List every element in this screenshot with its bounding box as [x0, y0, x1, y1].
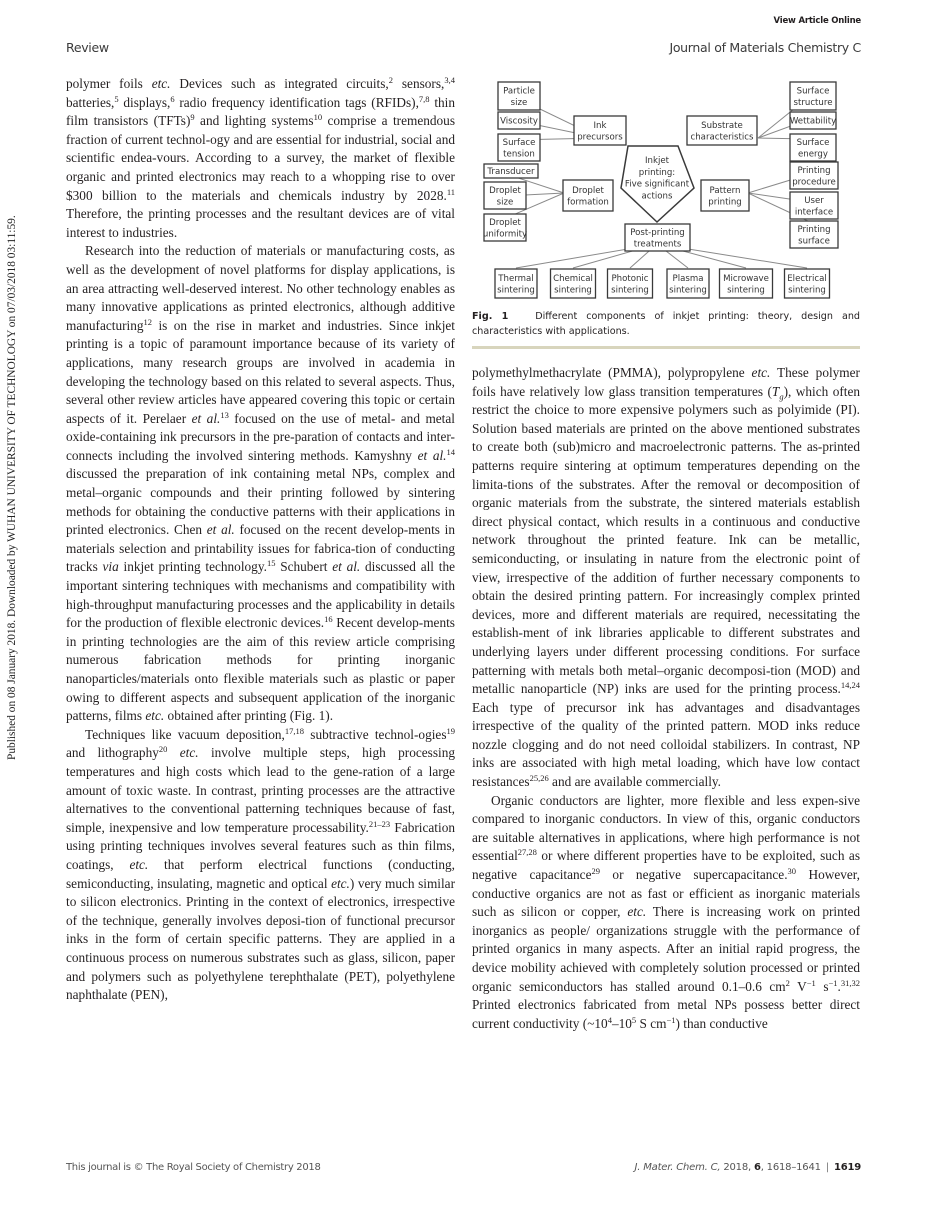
leaf-sintering — [551, 269, 596, 298]
fig1-link[interactable]: Fig. 1 — [294, 708, 326, 724]
node-label: characteristics — [690, 132, 754, 143]
node-label: Ink — [593, 120, 607, 131]
section-label: Review — [66, 40, 109, 55]
figure-divider — [472, 346, 860, 349]
node-label: precursors — [577, 132, 623, 143]
citation-journal: J. Mater. Chem. C, — [634, 1162, 721, 1173]
node-label: interface — [794, 207, 834, 218]
node-label: Plasma — [672, 273, 704, 284]
node-label: sintering — [611, 285, 649, 296]
node-label: Pattern — [709, 185, 741, 196]
leaf-substrate — [790, 134, 836, 161]
citation-volume: 6 — [753, 1162, 761, 1173]
node-label: Thermal — [498, 273, 534, 284]
paragraph: polymer foils etc. Devices such as integrated circuits,$^2$ sensors,$^{3,4}$ batteries,$^5$ displays,$^6$ radio frequency identification tags (RFIDs),$^{7,8}$ thin film transistors (TFTs)$^9$ and lighting systems$^{10}$ comprise a tremendous fraction of current technol-ogy and are essential for industrial, social and scientific endea-vours. According to a survey, the market of flexible organic and printed electronics may reach to a whopping rise to over $300 billion to the materials and chemicals industry by 2028.11 Therefore, the printing processes and the resultant devices are of vital interest to industries. — [66, 75, 456, 240]
citation: J. Mater. Chem. C, 2018, 6, 1618–1641 | 1619 — [634, 1162, 861, 1173]
leaf-ink — [498, 134, 540, 161]
center-label: printing: — [638, 167, 676, 178]
node-label: Droplet — [489, 185, 521, 196]
node-label: sintering — [497, 285, 535, 296]
node-label: sintering — [669, 285, 707, 296]
node-label: Surface — [502, 137, 536, 148]
left-column — [66, 75, 455, 1005]
node-substrate-characteristics — [687, 116, 757, 145]
node-label: sintering — [788, 285, 826, 296]
node-label: surface — [798, 236, 830, 247]
figure-caption — [472, 309, 860, 339]
node-droplet-formation — [563, 180, 613, 211]
center-label: Inkjet — [644, 156, 670, 166]
leaf-sintering — [608, 269, 653, 298]
citation-pages: , 1618–1641 — [760, 1162, 821, 1173]
figure-caption-text: Different components of inkjet printing: theory, design and characteristics with applications. — [472, 311, 860, 337]
leaf-droplet — [484, 164, 538, 178]
leaf-droplet — [483, 214, 527, 241]
paragraph: Techniques like vacuum deposition,$^{17,18}$ subtractive technol-ogies$^{19}$ and lithography$^{20}$ etc. involve multiple steps, high processing temperatures and high costs which lead to the gene-ration of a large amount of toxic waste. In contrast, printing processes are the attractive alternatives to the conventional patterning techniques because of fast, simple, inexpensive and low temperature processability.$^{21-23}$ Fabrication using printing techniques involves several features such as thin films, coatings, etc. that perform electrical functions (conducting, semiconducting, insulating, magnetic and optical etc.) very much similar to silicon electronics. Printing in the context of electronics, irrespective of the technique, generally involves deposi-tion of functional precursor inks in the form of certain specific patterns. They are applied in a continuous process on numerous substrates such as glass, silicon, paper and polymers such as polyethylene terephthalate (PET), polyethylene naphthalate (PEN), — [66, 725, 456, 1003]
node-post-printing — [625, 224, 690, 251]
citation-year: 2018, — [723, 1162, 751, 1173]
leaf-ink — [498, 82, 540, 110]
leaf-sintering — [720, 269, 773, 298]
figure-caption-label: Fig. 1 — [472, 311, 509, 322]
node-label: Photonic — [611, 273, 649, 284]
leaf-sintering — [667, 269, 709, 298]
center-pentagon — [621, 146, 694, 222]
node-label: sintering — [554, 285, 592, 296]
node-label: size — [496, 197, 514, 208]
paragraph: polymethylmethacrylate (PMMA), polypropylene etc. These polymer foils have relatively low glass transition temperatures $(T_g)$, which often restrict the choice to more expensive polymers such as polyimide (PI). Solution based materials are printed on the above mentioned substrates to create both (sub)micro and macroelectronic patterns. The as-printed patterns require sintering at optimum temperatures depending on the limita-tions of the substrates. After the removal or decomposition of organic materials from the substrate, the sintered materials establish direct physical contact, which results in a continuous and conductive network throughout the printed feature. Ink can be metallic, semiconducting, or insulating in nature from the electronic point of view, irrespective of the addition of further necessary components to obtain the desired printing pattern. For increasingly complex printed devices, more and different materials are required, necessitating the establish-ment of ink libraries applicable to different substrates and underlying layers under different processing conditions. For surface patterning with metals both metal–organic decomposi-tion (MOD) and metallic nanoparticle (NP) inks are used for the printing process.$^{14,24}$ Each type of precursor ink has advantages and disadvantages irrespective of the quality of the printed pattern. MOD inks reduce nozzle clogging and do not need colloidal stabilizers. In contrast, NP inks are associated with high metal loading, which have low contact resistances$^{25,26}$ and are available commercially. — [472, 365, 861, 790]
node-label: procedure — [792, 177, 836, 188]
node-label: uniformity — [482, 229, 528, 240]
node-label: Electrical — [787, 273, 827, 284]
node-label: Printing — [797, 224, 831, 235]
node-label: Transducer — [487, 167, 535, 178]
node-label: printing — [708, 197, 742, 208]
center-label: Five significant — [624, 179, 690, 190]
page-number: 1619 — [833, 1162, 861, 1173]
node-label: treatments — [633, 239, 682, 250]
inkjet-components-diagram — [472, 76, 860, 308]
leaf-pattern — [790, 192, 838, 219]
node-label: Chemical — [553, 273, 593, 284]
node-label: formation — [567, 197, 609, 208]
leaf-ink — [498, 112, 540, 129]
leaf-pattern — [790, 221, 838, 248]
node-label: Microwave — [723, 273, 769, 284]
node-label: Surface — [796, 86, 830, 97]
node-label: Wettability — [789, 116, 837, 127]
node-label: size — [510, 97, 528, 108]
leaf-substrate — [790, 112, 836, 129]
node-label: Substrate — [701, 120, 743, 131]
copyright-notice: This journal is © The Royal Society of Chemistry 2018 — [66, 1162, 321, 1173]
node-label: Particle — [503, 86, 535, 97]
leaf-droplet — [484, 182, 526, 209]
journal-title: Journal of Materials Chemistry C — [669, 40, 861, 55]
paragraph: Research into the reduction of materials or manufacturing costs, as well as the development of novel platforms for display applications, is an area attracting well-deserved interest. No other technology enables as many innovative applications as printed electronics, although additive manufacturing$^{12}$ is on the rise in market and industries. Since inkjet printing is a topic of paramount importance because of its variety of applications, many research groups are involved in academia in developing the technology based on this related to several aspects. Thus, several other review articles have appeared covering this topic or certain aspects of it. Perelaer et al.$^{13}$ focused on the use of metal- and metal oxide-containing ink precursors in the pre-paration of contacts and inter-connects including the involved sintering methods. Kamyshny et al.$^{14}$ discussed the preparation of ink containing metal NPs, complex and metal–organic compounds and their printing followed by sintering methods for obtaining the conductive patterns with their applications in printed electronics. Chen et al. focused on the recent develop-ments in materials selection and printability issues for fabrica-tion of conducting tracks via inkjet printing technology.$^{15}$ Schubert et al. discussed all the important sintering techniques with mechanisms and compatibility with high-throughput manufacturing processes and the applicability in details for the production of flexible electronic devices.$^{16}$ Recent develop-ments in printing technologies are the aim of this review article comprising numerous fabrication methods for printing inorganic nanoparticles/materials onto flexible materials such as plastic or paper owing to different aspects and subsequent application of the inorganic patterns, films etc. obtained after printing (Fig. 1). — [66, 243, 456, 724]
view-article-online-link[interactable]: View Article Online — [773, 16, 861, 26]
node-ink-precursors — [574, 116, 626, 145]
leaf-pattern — [790, 162, 838, 189]
node-label: sintering — [727, 285, 765, 296]
node-label: energy — [798, 149, 828, 160]
node-label: structure — [793, 97, 833, 108]
node-label: Post-printing — [630, 227, 685, 238]
node-label: User — [804, 195, 824, 206]
figure-1-diagram — [472, 76, 860, 346]
download-notice: Published on 08 January 2018. Downloaded by WUHAN UNIVERSITY OF TECHNOLOGY on 07/03/2018 03:11:59. — [6, 215, 18, 760]
node-label: tension — [503, 149, 535, 160]
node-label: Droplet — [572, 185, 604, 196]
leaf-substrate — [790, 82, 836, 110]
center-label: actions — [641, 191, 673, 202]
node-label: Surface — [796, 137, 830, 148]
leaf-sintering — [785, 269, 830, 298]
right-column — [472, 364, 860, 1033]
node-label: Viscosity — [500, 116, 538, 127]
node-pattern-printing — [701, 180, 749, 211]
paragraph: Organic conductors are lighter, more flexible and less expen-sive compared to inorganic conductors. In view of this, organic conductors are suitable alternatives in applications, where high performance is not essential$^{27,28}$ or where different properties have to be exploited, such as negative capacitance$^{29}$ or negative supercapacitance.$^{30}$ However, conductive organics are not as fast or efficient as inorganic materials such as silicon or copper, etc. There is increasing work on printed inorganics as people/ organizations struggle with the performance of printed organics in many aspects. After an initial rapid progress, the device mobility achieved with completely solution processed or printed organic semiconductors has stalled around 0.1–0.6 $cm^2$ $V^{-1}$ $s^{-1}.^{31,32}$ Printed electronics fabricated from metal NPs possess better direct current conductivity ($\sim 10^4-10^5$ S $cm^{-1}$) than conductive — [472, 792, 860, 1031]
node-label: Droplet — [489, 217, 521, 228]
node-label: Printing — [797, 165, 831, 176]
leaf-sintering — [495, 269, 537, 298]
